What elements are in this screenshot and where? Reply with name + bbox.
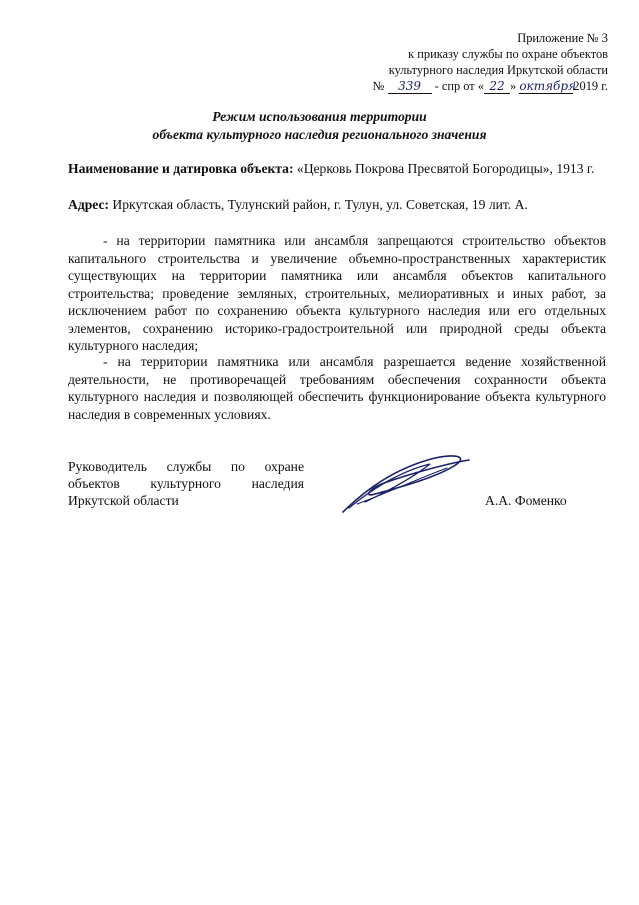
- paragraph-prohibitions: - на территории памятника или ансамбля запрещаются строительство объектов капитального строительства и увеличение объемно-пространственных характеристик существующих на территории памятника или ансамбля объектов капитального строительства; проведение земляных, строительных, мелиоративных и иных работ, за исключением работ по сохранению объекта культурного наследия или его отдельных элементов, сохранению историко-градостроительной или природной среды объекта культурного наследия;: [68, 233, 606, 353]
- order-day: 22: [484, 80, 510, 94]
- order-number-mid: - спр от «: [434, 79, 485, 93]
- position-line: объектов культурного наследия: [68, 476, 304, 491]
- order-year: 2019 г.: [573, 79, 608, 93]
- object-name: [68, 160, 606, 178]
- order-month: октября: [519, 79, 576, 93]
- appendix-line: Приложение № 3: [517, 31, 608, 45]
- position-line: Иркутской области: [68, 493, 179, 508]
- signoff-position: [68, 458, 304, 509]
- address-label: Адрес:: [68, 197, 110, 212]
- order-number: 339: [388, 80, 432, 94]
- position-line: Руководитель службы по охране: [68, 459, 304, 474]
- number-sign: №: [372, 79, 385, 93]
- paragraph-permissions: - на территории памятника или ансамбля разрешается ведение хозяйственной деятельности, не противоречащей требованиям обеспечения сохранности объекта культурного наследия и позволяющей обеспечить функционирование объекта культурного наследия в современных условиях.: [68, 354, 606, 422]
- object-address: [68, 196, 606, 214]
- order-day-close: »: [510, 79, 517, 93]
- signoff-name: А.А. Фоменко: [485, 493, 567, 508]
- title-line: Режим использования территории: [212, 109, 427, 124]
- order-number-line: [373, 78, 608, 94]
- handwritten-signature: [335, 450, 475, 520]
- appendix-line: культурного наследия Иркутской области: [388, 63, 608, 77]
- document-title: [0, 108, 639, 144]
- object-name-value: «Церковь Покрова Пресвятой Богородицы», 1913 г.: [296, 161, 595, 176]
- appendix-header: [373, 30, 608, 94]
- object-name-label: Наименование и датировка объекта:: [68, 161, 294, 176]
- title-line: объекта культурного наследия регионального значения: [152, 127, 487, 142]
- address-value: Иркутская область, Тулунский район, г. Тулун, ул. Советская, 19 лит. А.: [112, 197, 528, 212]
- appendix-line: к приказу службы по охране объектов: [408, 47, 608, 61]
